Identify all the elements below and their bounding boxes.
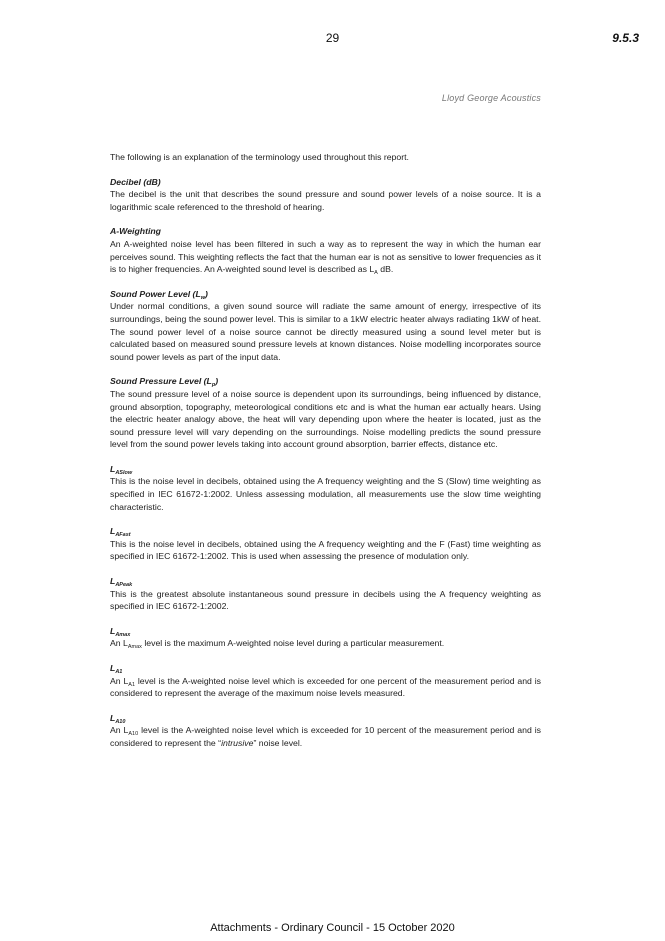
page-number: 29 [325, 31, 340, 45]
term-title-text: L [110, 625, 116, 636]
term-title: Decibel (dB) [110, 176, 161, 187]
term-lafast [110, 525, 541, 563]
subscript: A10 [115, 718, 126, 725]
term-body [110, 675, 541, 700]
page-footer: Attachments - Ordinary Council - 15 October 2020 [210, 922, 455, 934]
term-body-text: An A-weighted noise level has been filtered in such a way as to represent the way in which the human ear perceives sound. This weighting reflects the fact that the human ear is not as sensitive to lower frequencies as it is to higher frequencies. An A-weighted sound level is described as L [110, 238, 541, 275]
term-body: Under normal conditions, a given sound source will radiate the same amount of energy, irrespective of its surroundings, being the sound power level. This is similar to a 1kW electric heater always radiating 1kW of heat. The sound power level of a noise source cannot be directly measured using a sound level meter but is calculated based on measured sound pressure levels at known distances. Noise modelling incorporates source sound power levels as part of the input data. [110, 301, 541, 362]
term-title-text: L [110, 663, 116, 673]
term-laslow [110, 463, 541, 513]
subscript: Amax [115, 631, 131, 638]
document-reference: 9.5.3 [612, 31, 639, 45]
term-title-text: L [110, 526, 116, 537]
emphasis-text: intrusive [221, 737, 254, 748]
term-title [110, 463, 541, 476]
company-name: Lloyd George Acoustics [441, 93, 541, 103]
term-a-weighting [110, 225, 541, 275]
term-lamax [110, 625, 541, 650]
subscript: w [200, 294, 206, 301]
term-title-text: L [110, 712, 116, 723]
subscript: Amax [127, 644, 142, 651]
term-title-text: L [110, 576, 116, 587]
term-body: This is the noise level in decibels, obtained using the A frequency weighting and the S (Slow) time weighting as specified in IEC 61672-1:2002. Unless assessing modulation, all measurements use the slow time weighting characteristic. [110, 476, 541, 512]
term-title [110, 375, 541, 388]
subscript: A10 [128, 731, 139, 738]
term-body-text: An L [110, 638, 128, 649]
term-sound-power-level [110, 288, 541, 364]
subscript: AFast [115, 532, 131, 539]
subscript: A1 [115, 669, 123, 675]
term-body: The sound pressure level of a noise source is dependent upon its surroundings, being influenced by distance, ground absorption, topography, meteorological conditions etc and is what the human ear actually hears. Using the electric heater analogy above, the heat will vary depending upon where the heater is located, just as the sound pressure level will vary depending on the surroundings. Noise modelling predicts the sound pressure level from the sound power levels taking into account ground absorption, barrier effects, distance etc. [110, 388, 541, 450]
term-title [110, 575, 541, 588]
term-title [110, 712, 541, 725]
term-title [110, 625, 541, 638]
term-sound-pressure-level [110, 375, 541, 451]
term-body-text: level is the A-weighted noise level which is exceeded for 10 percent of the measurement period and is considered to represent the “ [110, 725, 541, 748]
term-body [110, 637, 541, 650]
intro-text: The following is an explanation of the terminology used throughout this report. [110, 152, 409, 162]
terminology-content [110, 151, 541, 762]
term-body-text: An L [110, 725, 129, 736]
term-la10 [110, 712, 541, 750]
subscript: APeak [115, 582, 133, 589]
term-body: This is the noise level in decibels, obtained using the A frequency weighting and the F (Fast) time weighting as specified in IEC 61672-1:2002. This is used when assessing the presence of modulation only. [110, 538, 541, 562]
term-body-text: An L [110, 675, 129, 686]
term-body-text: ” noise level. [253, 737, 303, 748]
term-lapeak [110, 575, 541, 613]
term-title-text: ) [205, 288, 208, 299]
term-body: The decibel is the unit that describes the sound pressure and sound power levels of a noise source. It is a logarithmic scale referenced to the threshold of hearing. [110, 189, 541, 212]
term-body-text: level is the maximum A-weighted noise level during a particular measurement. [141, 638, 445, 649]
term-body: This is the greatest absolute instantaneous sound pressure in decibels using the A frequency weighting as specified in IEC 61672-1:2002. [110, 588, 541, 612]
subscript: p [211, 382, 216, 389]
term-title: A-Weighting [110, 226, 161, 237]
subscript: A1 [128, 681, 136, 688]
subscript: A [374, 270, 378, 277]
term-title [110, 288, 541, 301]
term-title [110, 525, 541, 538]
term-title-text: Sound Pressure Level (L [110, 376, 212, 387]
term-title-text: L [110, 463, 116, 474]
subscript: ASlow [115, 469, 133, 476]
term-body-text: dB. [377, 264, 394, 275]
term-title [110, 662, 541, 675]
term-decibel [110, 176, 541, 214]
term-body [110, 724, 541, 749]
term-title-text: ) [215, 376, 219, 387]
term-title-text: Sound Power Level (L [110, 288, 201, 299]
term-body-text: level is the A-weighted noise level which is exceeded for one percent of the measurement period and is considered to represent the average of the maximum noise levels measured. [110, 675, 541, 699]
term-la1 [110, 662, 541, 700]
term-body [110, 238, 541, 276]
